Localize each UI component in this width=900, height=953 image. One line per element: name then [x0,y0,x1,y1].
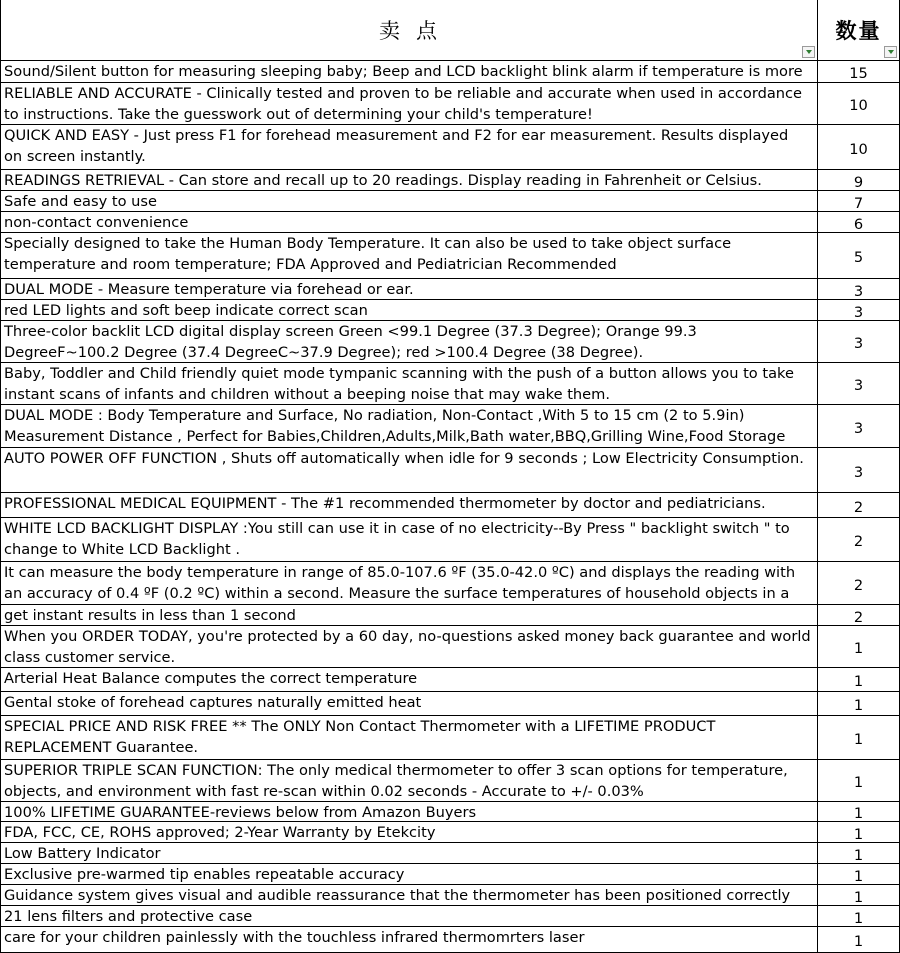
table-row [0,279,900,300]
table-row [0,448,900,493]
count-cell[interactable]: 6 [818,212,900,233]
selling-point-cell[interactable]: FDA, FCC, CE, ROHS approved; 2-Year Warranty by Etekcity [0,822,818,843]
count-cell[interactable]: 1 [818,864,900,885]
selling-point-cell[interactable]: Baby, Toddler and Child friendly quiet mode tympanic scanning with the push of a button allows you to take instant scans of infants and children without a beeping noise that may wake them. [0,363,818,405]
count-cell[interactable]: 1 [818,716,900,760]
selling-point-cell[interactable]: Specially designed to take the Human Body Temperature. It can also be used to take object surface temperature and room temperature; FDA Approved and Pediatrician Recommended [0,233,818,279]
header-cell-count[interactable] [818,0,900,61]
table-row [0,300,900,321]
selling-point-cell[interactable]: Guidance system gives visual and audible reassurance that the thermometer has been positioned correctly [0,885,818,906]
table-row [0,668,900,692]
table-row [0,885,900,906]
selling-point-cell[interactable]: get instant results in less than 1 second [0,605,818,626]
selling-point-cell[interactable]: DUAL MODE - Measure temperature via forehead or ear. [0,279,818,300]
count-cell[interactable]: 1 [818,885,900,906]
table-row [0,605,900,626]
table-row [0,212,900,233]
selling-point-cell[interactable]: care for your children painlessly with the touchless infrared thermomrters laser [0,927,818,953]
table-row [0,518,900,562]
count-cell[interactable]: 2 [818,493,900,518]
selling-point-cell[interactable]: SPECIAL PRICE AND RISK FREE ** The ONLY Non Contact Thermometer with a LIFETIME PRODUCT REPLACEMENT Guarantee. [0,716,818,760]
table-row [0,191,900,212]
count-cell[interactable]: 1 [818,843,900,864]
selling-point-cell[interactable]: 21 lens filters and protective case [0,906,818,927]
table-row [0,692,900,716]
selling-point-cell[interactable]: DUAL MODE : Body Temperature and Surface, No radiation, Non-Contact ,With 5 to 15 cm (2 to 5.9in) Measurement Distance , Perfect for Babies,Children,Adults,Milk,Bath water,BBQ,Grilling Wine,Food Storage [0,405,818,448]
table-row [0,802,900,822]
count-cell[interactable]: 10 [818,83,900,125]
selling-point-cell[interactable]: When you ORDER TODAY, you're protected by a 60 day, no-questions asked money back guarantee and world class customer service. [0,626,818,668]
table-row [0,125,900,170]
selling-point-cell[interactable]: WHITE LCD BACKLIGHT DISPLAY :You still can use it in case of no electricity--By Press " backlight switch " to change to White LCD Backlight . [0,518,818,562]
selling-point-cell[interactable]: Low Battery Indicator [0,843,818,864]
selling-point-cell[interactable]: red LED lights and soft beep indicate correct scan [0,300,818,321]
selling-point-cell[interactable]: AUTO POWER OFF FUNCTION , Shuts off automatically when idle for 9 seconds ; Low Electricity Consumption. [0,448,818,493]
selling-point-cell[interactable]: non-contact convenience [0,212,818,233]
count-cell[interactable]: 7 [818,191,900,212]
table-row [0,760,900,802]
table-row [0,864,900,885]
selling-point-cell[interactable]: SUPERIOR TRIPLE SCAN FUNCTION: The only medical thermometer to offer 3 scan options for temperature, objects, and environment with fast re-scan within 0.02 seconds - Accurate to +/- 0.03% [0,760,818,802]
table-row [0,822,900,843]
header-count-label: 数量 [835,19,882,43]
count-cell[interactable]: 10 [818,125,900,170]
count-cell[interactable]: 1 [818,760,900,802]
table-row [0,405,900,448]
count-cell[interactable]: 3 [818,405,900,448]
count-cell[interactable]: 1 [818,927,900,953]
header-selling-point-label: 卖点 [379,19,453,43]
selling-point-cell[interactable]: It can measure the body temperature in range of 85.0-107.6 ºF (35.0-42.0 ºC) and displays the reading with an accuracy of 0.4 ºF (0.2 ºC) within a second. Measure the surface temperatures of household objects in a [0,562,818,605]
count-cell[interactable]: 3 [818,448,900,493]
count-cell[interactable]: 1 [818,802,900,822]
table-row [0,843,900,864]
selling-point-cell[interactable]: Sound/Silent button for measuring sleeping baby; Beep and LCD backlight blink alarm if temperature is more [0,61,818,83]
count-cell[interactable]: 2 [818,605,900,626]
table-row [0,493,900,518]
table-row [0,321,900,363]
selling-point-cell[interactable]: 100% LIFETIME GUARANTEE-reviews below from Amazon Buyers [0,802,818,822]
count-cell[interactable]: 3 [818,363,900,405]
selling-point-cell[interactable]: Gental stoke of forehead captures naturally emitted heat [0,692,818,716]
selling-point-cell[interactable]: Three-color backlit LCD digital display screen Green <99.1 Degree (37.3 Degree); Orange 99.3 DegreeF~100.2 Degree (37.4 DegreeC~37.9 Degree); red >100.4 Degree (38 Degree). [0,321,818,363]
selling-point-cell[interactable]: Arterial Heat Balance computes the correct temperature [0,668,818,692]
count-cell[interactable]: 3 [818,279,900,300]
table-row [0,170,900,191]
table-row [0,363,900,405]
count-cell[interactable]: 1 [818,906,900,927]
count-cell[interactable]: 1 [818,668,900,692]
count-cell[interactable]: 2 [818,562,900,605]
count-cell[interactable]: 15 [818,61,900,83]
table-row [0,562,900,605]
selling-point-cell[interactable]: Safe and easy to use [0,191,818,212]
count-cell[interactable]: 1 [818,692,900,716]
selling-point-cell[interactable]: QUICK AND EASY - Just press F1 for forehead measurement and F2 for ear measurement. Results displayed on screen instantly. [0,125,818,170]
count-cell[interactable]: 1 [818,626,900,668]
table-row [0,83,900,125]
table-row [0,626,900,668]
table-row [0,927,900,953]
count-cell[interactable]: 2 [818,518,900,562]
count-cell[interactable]: 3 [818,300,900,321]
table-row [0,716,900,760]
selling-point-cell[interactable]: PROFESSIONAL MEDICAL EQUIPMENT - The #1 recommended thermometer by doctor and pediatricians. [0,493,818,518]
filter-dropdown-icon[interactable] [884,46,897,58]
selling-point-cell[interactable]: READINGS RETRIEVAL - Can store and recall up to 20 readings. Display reading in Fahrenheit or Celsius. [0,170,818,191]
table-row [0,61,900,83]
count-cell[interactable]: 3 [818,321,900,363]
table-row [0,906,900,927]
filter-dropdown-icon[interactable] [802,46,815,58]
header-cell-selling-point[interactable] [0,0,818,61]
count-cell[interactable]: 9 [818,170,900,191]
count-cell[interactable]: 5 [818,233,900,279]
selling-point-cell[interactable]: Exclusive pre-warmed tip enables repeatable accuracy [0,864,818,885]
count-cell[interactable]: 1 [818,822,900,843]
table-row [0,233,900,279]
selling-point-cell[interactable]: RELIABLE AND ACCURATE - Clinically tested and proven to be reliable and accurate when used in accordance to instructions. Take the guesswork out of determining your child's temperature! [0,83,818,125]
